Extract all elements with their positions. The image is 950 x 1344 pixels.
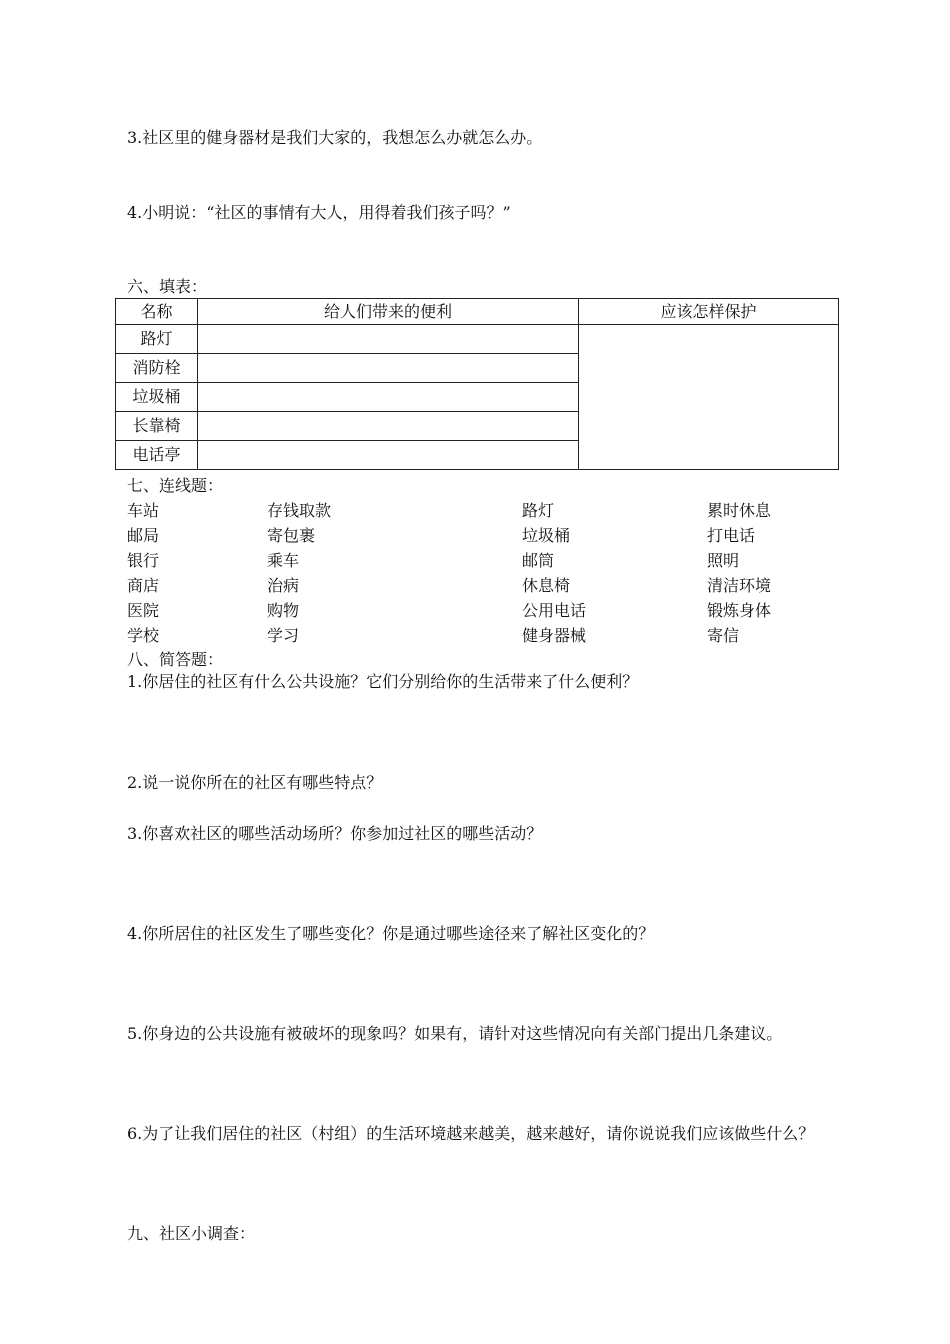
header-convenience: 给人们带来的便利	[198, 299, 579, 325]
match-activity[interactable]: 乘车	[267, 551, 300, 570]
match-place[interactable]: 医院	[127, 601, 160, 620]
match-place[interactable]: 银行	[127, 551, 160, 570]
match-activity[interactable]: 存钱取款	[267, 501, 332, 520]
fill-table	[115, 298, 839, 470]
question-3: 3.你喜欢社区的哪些活动场所？你参加过社区的哪些活动？	[127, 824, 543, 843]
convenience-cell[interactable]	[198, 325, 579, 354]
convenience-cell[interactable]	[198, 412, 579, 441]
question-4: 4.你所居住的社区发生了哪些变化？你是通过哪些途径来了解社区变化的？	[127, 924, 655, 943]
row-label: 消防栓	[116, 354, 198, 383]
match-place[interactable]: 邮局	[127, 526, 160, 545]
statement-3: 3.社区里的健身器材是我们大家的，我想怎么办就怎么办。	[127, 128, 543, 147]
section-9-title: 九、社区小调查：	[127, 1224, 256, 1243]
match-activity[interactable]: 购物	[267, 601, 300, 620]
convenience-cell[interactable]	[198, 383, 579, 412]
match-use[interactable]: 寄信	[707, 626, 740, 645]
convenience-cell[interactable]	[198, 354, 579, 383]
match-facility[interactable]: 垃圾桶	[522, 526, 571, 545]
match-activity[interactable]: 学习	[267, 626, 300, 645]
match-place[interactable]: 学校	[127, 626, 160, 645]
match-place[interactable]: 车站	[127, 501, 160, 520]
header-name: 名称	[116, 299, 198, 325]
question-1: 1.你居住的社区有什么公共设施？它们分别给你的生活带来了什么便利？	[127, 672, 639, 691]
match-facility[interactable]: 健身器械	[522, 626, 587, 645]
table-row	[116, 325, 839, 354]
match-use[interactable]: 锻炼身体	[707, 601, 772, 620]
row-label: 电话亭	[116, 441, 198, 470]
table-header-row	[116, 299, 839, 325]
question-6: 6.为了让我们居住的社区（村组）的生活环境越来越美，越来越好，请你说说我们应该做些什么？	[127, 1124, 815, 1143]
match-facility[interactable]: 邮筒	[522, 551, 555, 570]
section-8-title: 八、简答题：	[127, 650, 224, 669]
match-use[interactable]: 累时休息	[707, 501, 772, 520]
match-place[interactable]: 商店	[127, 576, 160, 595]
protect-cell[interactable]	[579, 325, 839, 470]
row-label: 长靠椅	[116, 412, 198, 441]
match-activity[interactable]: 寄包裹	[267, 526, 316, 545]
match-use[interactable]: 清洁环境	[707, 576, 772, 595]
match-activity[interactable]: 治病	[267, 576, 300, 595]
match-facility[interactable]: 路灯	[522, 501, 555, 520]
match-facility[interactable]: 公用电话	[522, 601, 587, 620]
match-use[interactable]: 打电话	[707, 526, 756, 545]
match-use[interactable]: 照明	[707, 551, 740, 570]
match-facility[interactable]: 休息椅	[522, 576, 571, 595]
row-label: 路灯	[116, 325, 198, 354]
question-2: 2.说一说你所在的社区有哪些特点？	[127, 773, 383, 792]
section-7-title: 七、连线题：	[127, 476, 224, 495]
question-5: 5.你身边的公共设施有被破坏的现象吗？如果有，请针对这些情况向有关部门提出几条建议。	[127, 1024, 783, 1043]
header-protect: 应该怎样保护	[579, 299, 839, 325]
row-label: 垃圾桶	[116, 383, 198, 412]
statement-4: 4.小明说：“社区的事情有大人，用得着我们孩子吗？”	[127, 203, 511, 222]
section-6-title: 六、填表：	[127, 277, 208, 296]
convenience-cell[interactable]	[198, 441, 579, 470]
